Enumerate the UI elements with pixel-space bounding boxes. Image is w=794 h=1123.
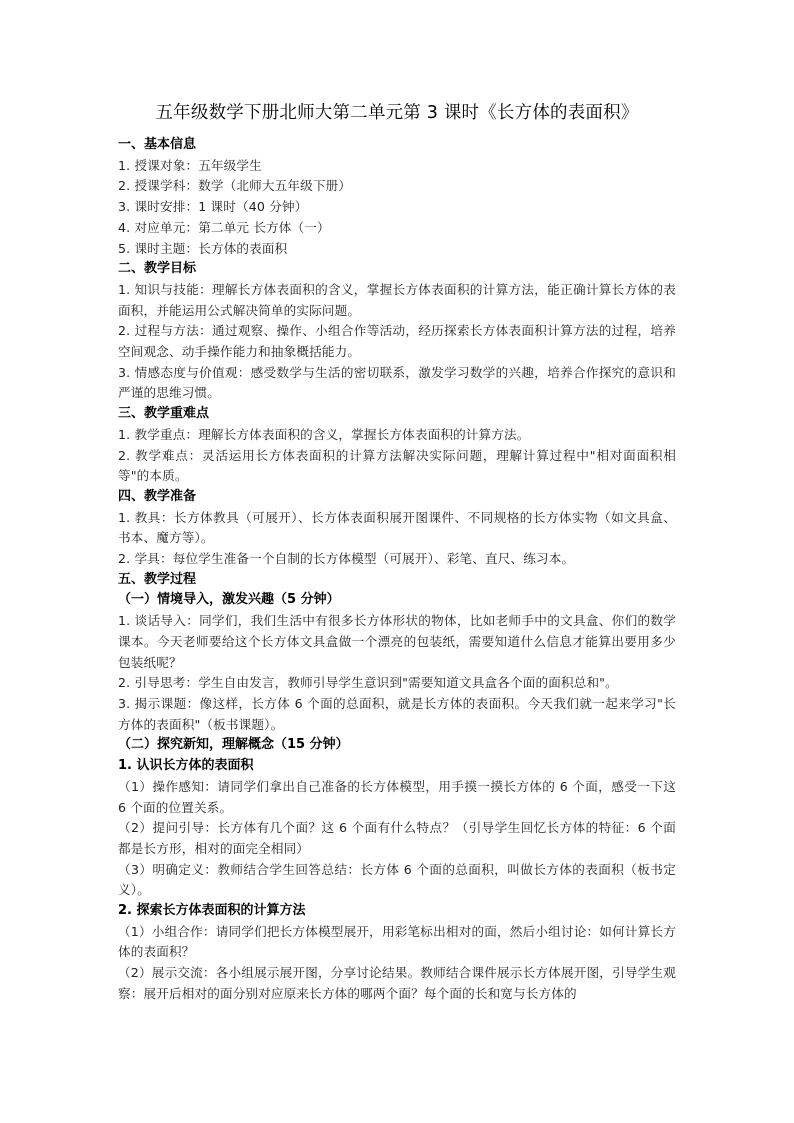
- info-item-schedule: 3. 课时安排：1 课时（40 分钟）: [118, 199, 308, 215]
- objective-knowledge: 1. 知识与技能：理解长方体表面积的含义，掌握长方体表面积的计算方法，能正确计算长方体的表面积，并能运用公式解决简单的实际问题。: [118, 281, 676, 318]
- section-key-difficulties: [118, 404, 676, 487]
- subsection-heading: 2. 探索长方体表面积的计算方法: [118, 903, 306, 919]
- section-preparation: [118, 487, 676, 570]
- objective-emotion: 3. 情感态度与价值观：感受数学与生活的密切联系，激发学习数学的兴趣，培养合作探究的意识和严谨的思维习惯。: [118, 364, 676, 401]
- section-heading: 二、教学目标: [118, 261, 197, 277]
- info-item-topic: 5. 课时主题：长方体的表面积: [118, 240, 288, 256]
- difficult-point: 2. 教学难点：灵活运用长方体表面积的计算方法解决实际问题，理解计算过程中"相对面面积相等"的本质。: [118, 447, 676, 484]
- learning-aids: 2. 学具：每位学生准备一个自制的长方体模型（可展开）、彩笔、直尺、练习本。: [118, 551, 575, 567]
- process-paragraph: （1）小组合作：请同学们把长方体模型展开，用彩笔标出相对的面，然后小组讨论：如何计算长方体的表面积？: [118, 923, 676, 960]
- process-paragraph: 2. 引导思考：学生自由发言，教师引导学生意识到"需要知道文具盒各个面的面积总和"。: [118, 675, 618, 691]
- key-point: 1. 教学重点：理解长方体表面积的含义，掌握长方体表面积的计算方法。: [118, 426, 530, 442]
- subsection-heading: （二）探究新知，理解概念（15 分钟）: [118, 737, 349, 753]
- process-paragraph: （2）展示交流：各小组展示展开图，分享讨论结果。教师结合课件展示长方体展开图，引导学生观察：展开后相对的面分别对应原来长方体的哪两个面？每个面的长和宽与长方体的: [118, 965, 676, 1001]
- info-item-subject: 2. 授课学科：数学（北师大五年级下册）: [118, 178, 352, 194]
- document-title: 五年级数学下册北师大第二单元第 3 课时《长方体的表面积》: [155, 103, 639, 123]
- teaching-aids: 1. 教具：长方体教具（可展开）、长方体表面积展开图课件、不同规格的长方体实物（如文具盒、书本、魔方等）。: [118, 509, 676, 546]
- section-basic-info: [118, 135, 676, 259]
- section-heading: 一、基本信息: [118, 137, 197, 152]
- process-paragraph: （2）提问引导：长方体有几个面？这 6 个面有什么特点？（引导学生回忆长方体的特征：6 个面都是长方形，相对的面完全相同）: [118, 820, 676, 856]
- process-paragraph: （1）操作感知：请同学们拿出自己准备的长方体模型，用手摸一摸长方体的 6 个面，感受一下这 6 个面的位置关系。: [118, 778, 676, 815]
- objective-process: 2. 过程与方法：通过观察、操作、小组合作等活动，经历探索长方体表面积计算方法的过程，培养空间观念、动手操作能力和抽象概括能力。: [118, 323, 676, 360]
- process-paragraph: （3）明确定义：教师结合学生回答总结：长方体 6 个面的总面积，叫做长方体的表面积（板书定义）。: [118, 861, 676, 898]
- info-item-unit: 4. 对应单元：第二单元 长方体（一）: [118, 219, 330, 235]
- document-page: [118, 100, 676, 1005]
- subsection-heading: （一）情境导入，激发兴趣（5 分钟）: [118, 592, 340, 608]
- section-heading: 三、教学重难点: [118, 406, 210, 422]
- section-heading: 四、教学准备: [118, 488, 197, 504]
- section-objectives: [118, 259, 676, 404]
- process-paragraph: 3. 揭示课题：像这样，长方体 6 个面的总面积，就是长方体的表面积。今天我们就一起来学习"长方体的表面积"（板书课题）。: [118, 695, 676, 732]
- subsection-heading: 1. 认识长方体的表面积: [118, 758, 254, 774]
- section-heading: 五、教学过程: [118, 571, 197, 587]
- info-item-audience: 1. 授课对象：五年级学生: [118, 157, 262, 173]
- section-process: [118, 570, 676, 1005]
- process-paragraph: 1. 谈话导入：同学们，我们生活中有很多长方体形状的物体，比如老师手中的文具盒、你们的数学课本。今天老师要给这个长方体文具盒做一个漂亮的包装纸，需要知道什么信息才能算出要用多少包装纸呢？: [118, 613, 676, 670]
